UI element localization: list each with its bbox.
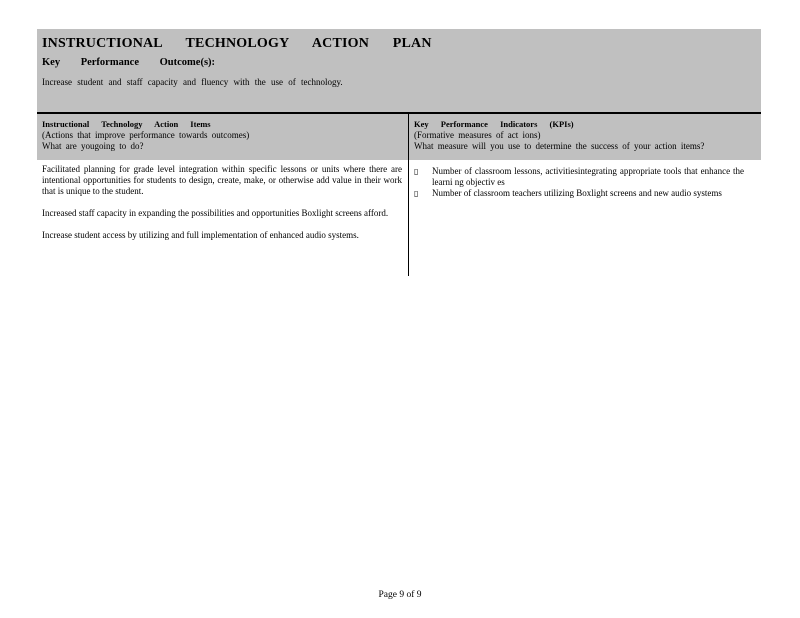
action-item: Increase student access by utilizing and full implementation of enhanced audio systems.	[42, 230, 359, 240]
action-item: Facilitated planning for grade level integration within specific lessons or units where there are intentional opportunities for students to design, create, make, or otherwise add value in their work that is unique to the student.	[42, 164, 402, 196]
column-divider	[408, 114, 409, 276]
kpi-heading: Key Performance Indicators (KPIs)	[414, 119, 574, 129]
kpi-item	[414, 166, 744, 188]
page-number: Page 9 of 9	[378, 590, 422, 600]
outcome-text: Increase student and staff capacity and fluency with the use of technology.	[42, 77, 343, 87]
kpi-header	[409, 114, 761, 160]
action-items-question: What are yougoing to do?	[42, 141, 144, 151]
action-item: Increased staff capacity in expanding the possibilities and opportunities Boxlight screens afford.	[42, 208, 389, 218]
plan-header	[37, 29, 761, 113]
kpi-item	[414, 188, 744, 199]
action-items-heading: Instructional Technology Action Items	[42, 119, 211, 129]
kpi-text: Number of classroom teachers utilizing Boxlight screens and new audio systems	[432, 188, 722, 198]
kpi-subheading: (Formative measures of act ions)	[414, 130, 541, 140]
action-items-list	[42, 164, 402, 252]
kpi-question: What measure will you use to determine the success of your action items?	[414, 141, 705, 151]
kpi-text: Number of classroom lessons, activitiesintegrating appropriate tools that enhance the learni ng objectiv es	[432, 166, 744, 187]
page-title: INSTRUCTIONAL TECHNOLOGY ACTION PLAN	[42, 36, 432, 51]
bullet-icon: ▯	[414, 167, 419, 176]
kpo-label: Key Performance Outcome(s):	[42, 57, 216, 68]
kpi-list	[414, 166, 744, 199]
action-items-subheading: (Actions that improve performance towards outcomes)	[42, 130, 250, 140]
bullet-icon: ▯	[414, 189, 419, 198]
action-items-header	[37, 114, 408, 160]
